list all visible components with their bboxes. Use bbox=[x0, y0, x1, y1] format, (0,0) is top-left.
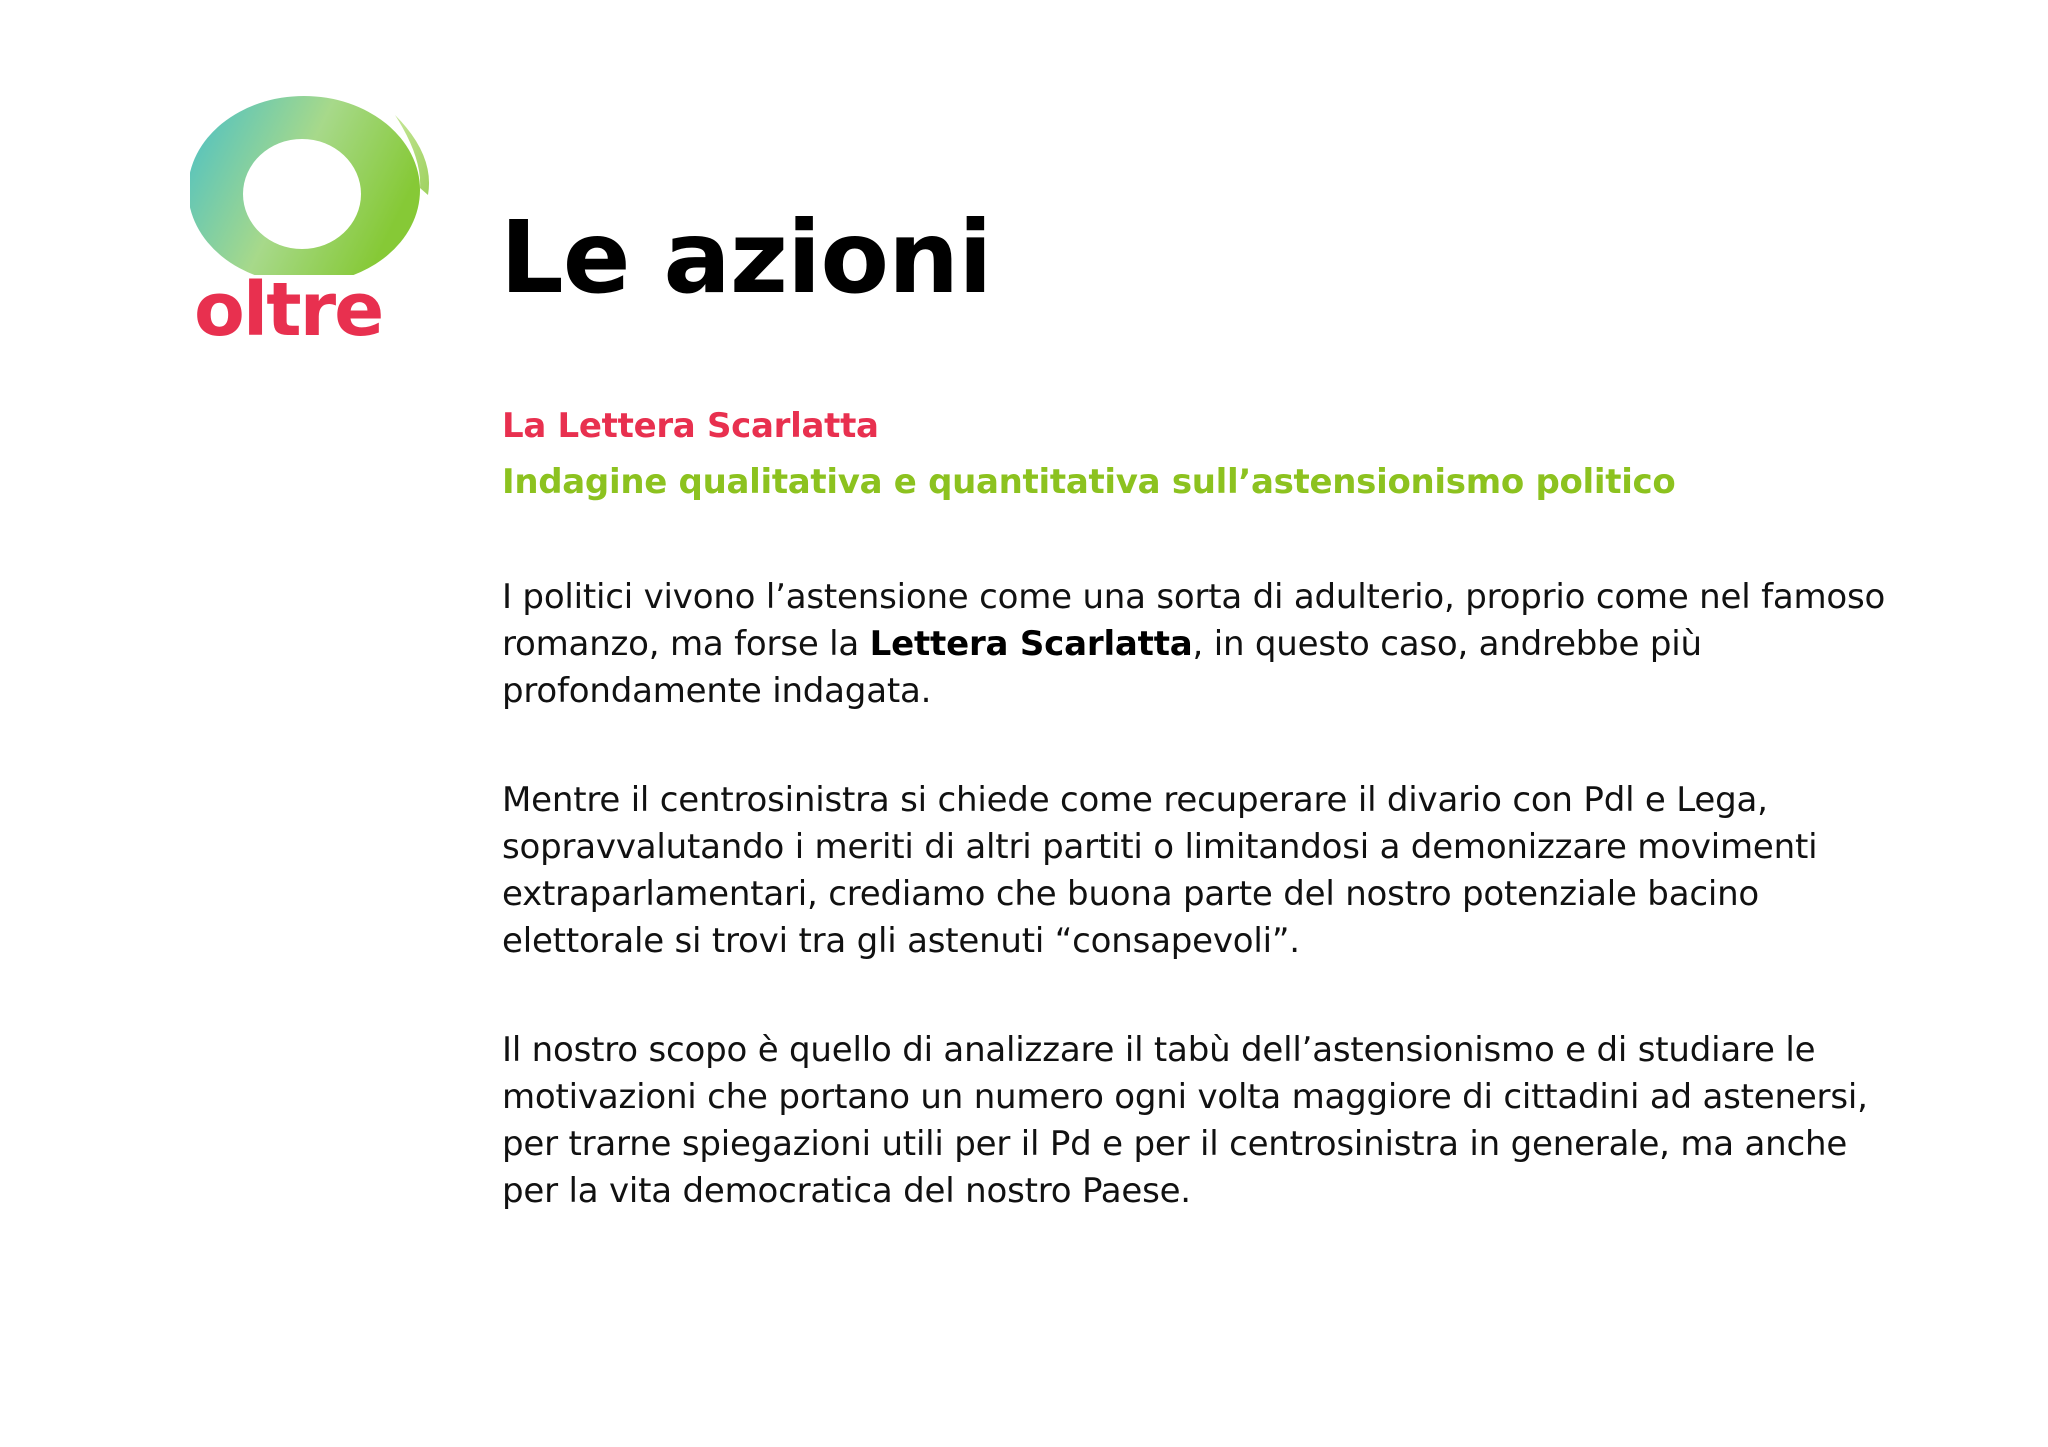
paragraph-context: Mentre il centrosinistra si chiede come recuperare il divario con Pdl e Lega, sopravvalutando i meriti di altri partiti o limitandosi a demonizzare movimenti extraparlamentari, crediamo che buona parte del nostro potenziale bacino elettorale si trovi tra gli astenuti “consapevoli”. bbox=[502, 780, 1818, 961]
paragraph-intro-text-end: , in questo caso, andrebbe più profondamente indagata. bbox=[502, 624, 1702, 711]
paragraph-intro bbox=[502, 574, 1902, 715]
main-content bbox=[502, 398, 1902, 1215]
paragraph-intro-emphasis: Lettera Scarlatta bbox=[869, 624, 1193, 664]
ring-eye-icon bbox=[190, 95, 440, 275]
paragraph-intro-text-start: I politici vivono l’astensione come una sorta di adulterio, proprio come nel famoso romanzo, ma forse la bbox=[502, 577, 1886, 664]
paragraph-goal: Il nostro scopo è quello di analizzare il tabù dell’astensionismo e di studiare le motivazioni che portano un numero ogni volta maggiore di cittadini ad astenersi, per trarne spiegazioni utili per il Pd e per il centrosinistra in generale, ma anche per la vita democratica del nostro Paese. bbox=[502, 1030, 1868, 1211]
page-title: Le azioni bbox=[500, 199, 992, 316]
section-heading: La Lettera Scarlatta bbox=[502, 406, 879, 446]
oltre-logo bbox=[190, 95, 440, 365]
section-subheading: Indagine qualitativa e quantitativa sull’astensionismo politico bbox=[502, 462, 1676, 502]
logo-wordmark: oltre bbox=[194, 267, 383, 353]
